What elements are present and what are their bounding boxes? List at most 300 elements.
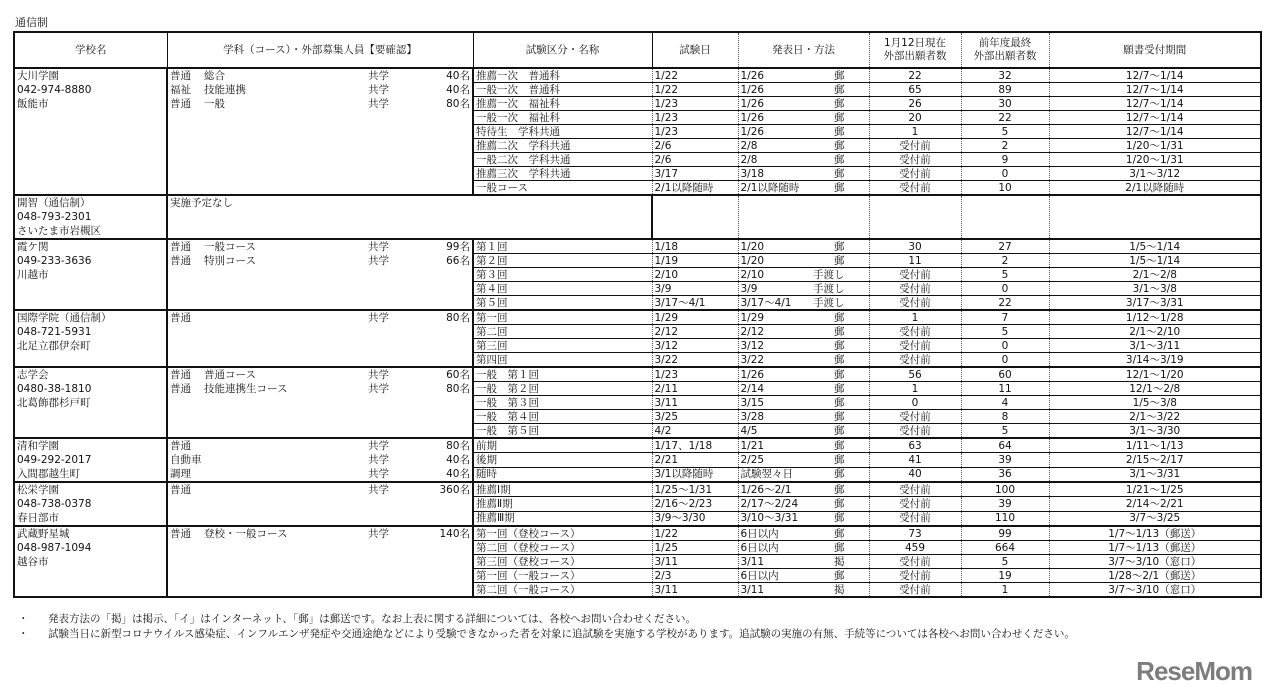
current-applicants: 1 (869, 125, 961, 139)
application-period: 3/14～3/19 (1049, 353, 1261, 368)
current-applicants: 受付前 (869, 410, 961, 424)
course-name (204, 467, 368, 481)
school-phone: 049-233-3636 (17, 255, 92, 267)
course-type: 調理 (170, 468, 191, 480)
application-period: 12/7～1/14 (1049, 125, 1261, 139)
announce (741, 397, 867, 409)
course-capacity: 80名 (446, 98, 470, 110)
announce-date: 3/12 (740, 339, 765, 352)
prev-applicants: 5 (961, 325, 1049, 339)
announce (741, 411, 867, 423)
announce-cell (738, 511, 869, 526)
announce-date: 3/11 (740, 583, 765, 596)
application-period: 1/21～1/25 (1049, 482, 1261, 497)
course-capacity: 60名 (446, 369, 470, 381)
course-name: 技能連携生コース (204, 383, 288, 395)
announce-cell (738, 254, 869, 268)
prev-applicants: 5 (961, 424, 1049, 439)
exam-date: 3/12 (652, 339, 738, 353)
current-applicants: 22 (869, 68, 961, 83)
course-gender: 共学 (368, 454, 389, 466)
announce-date: 1/29 (740, 311, 765, 324)
announce (741, 98, 867, 110)
exam-date: 1/19 (652, 254, 738, 268)
exam-name: 一般 第１回 (473, 367, 652, 382)
application-period: 12/7～1/14 (1049, 111, 1261, 125)
announce (741, 354, 867, 366)
application-period: 2/15～2/17 (1049, 453, 1261, 467)
announce-cell (738, 569, 869, 583)
current-applicants: 受付前 (869, 583, 961, 598)
announce (741, 498, 867, 510)
exam-date: 3/9 (652, 282, 738, 296)
exam-date: 1/25～1/31 (652, 482, 738, 497)
announce (741, 512, 867, 524)
header-application-period: 願書受付期間 (1049, 32, 1261, 68)
announce-cell (738, 282, 869, 296)
announce-method: 掲 (834, 583, 845, 596)
announce (741, 182, 867, 194)
exam-date: 2/1以降随時 (652, 181, 738, 196)
course-cell (167, 195, 652, 239)
current-applicants: 受付前 (869, 139, 961, 153)
announce-cell (738, 139, 869, 153)
exam-date: 3/25 (652, 410, 738, 424)
exam-date: 1/18 (652, 239, 738, 254)
announce (741, 168, 867, 180)
header-exam-name: 試験区分・名称 (473, 32, 652, 68)
school-name: 大川学園 (17, 70, 59, 82)
school-city: 飯能市 (17, 98, 49, 110)
current-applicants: 受付前 (869, 167, 961, 181)
announce-cell (738, 382, 869, 396)
prev-applicants: 9 (961, 153, 1049, 167)
exam-name: 推薦Ⅲ期 (473, 511, 652, 526)
course-gender: 共学 (368, 312, 389, 324)
exam-date: 3/1以降随時 (652, 467, 738, 482)
school-city: さいたま市岩槻区 (17, 225, 101, 237)
announce-date: 1/26 (740, 69, 765, 82)
course-cell (167, 239, 473, 310)
exam-name: 第２回 (473, 254, 652, 268)
course-gender: 共学 (368, 255, 389, 267)
announce-cell (738, 181, 869, 196)
course-capacity: 99名 (446, 241, 470, 253)
prev-applicants: 64 (961, 438, 1049, 453)
announce-method: 手渡し (813, 296, 845, 309)
exam-row (14, 195, 1261, 239)
application-period: 12/7～1/14 (1049, 97, 1261, 111)
announce-cell (738, 153, 869, 167)
school-block (14, 526, 1261, 597)
prev-applicants: 5 (961, 268, 1049, 282)
prev-applicants: 39 (961, 497, 1049, 511)
announce-date: 3/15 (740, 396, 765, 409)
announce-cell (738, 111, 869, 125)
announce-method: 郵 (834, 69, 845, 82)
course-capacity: 40名 (446, 454, 470, 466)
notes (18, 612, 1260, 642)
course-capacity: 80名 (446, 312, 470, 324)
school-cell (14, 195, 167, 239)
application-period: 3/1～3/12 (1049, 167, 1261, 181)
school-cell (14, 438, 167, 482)
exam-date: 2/10 (652, 268, 738, 282)
announce (741, 297, 867, 309)
exam-date: 2/16～2/23 (652, 497, 738, 511)
course-name (204, 453, 368, 467)
prev-applicants: 7 (961, 310, 1049, 325)
no-exam-note: 実施予定なし (170, 197, 233, 209)
exam-date: 3/17 (652, 167, 738, 181)
exam-name: 特待生 学科共通 (473, 125, 652, 139)
prev-applicants: 0 (961, 282, 1049, 296)
exam-name: 一般 第３回 (473, 396, 652, 410)
exam-name: 第二回（登校コース） (473, 541, 652, 555)
exam-date: 1/25 (652, 541, 738, 555)
prev-applicants: 22 (961, 111, 1049, 125)
exam-name: 推薦二次 学科共通 (473, 139, 652, 153)
exam-date: 3/17～4/1 (652, 296, 738, 311)
note-text: 発表方法の「掲」は掲示、「イ」はインターネット、「郵」は郵送です。なお上表に関する詳細については、各校へお問い合わせください。 (48, 613, 697, 625)
current-applicants: 受付前 (869, 325, 961, 339)
school-name: 霞ケ関 (17, 241, 49, 253)
application-period: 3/1～3/31 (1049, 467, 1261, 482)
school-name: 武蔵野星城 (17, 528, 70, 540)
course-type: 普通 (170, 383, 191, 395)
announce-cell (738, 424, 869, 439)
exam-name: 後期 (473, 453, 652, 467)
announce (741, 542, 867, 554)
school-name: 志学会 (17, 369, 49, 381)
exam-date: 1/23 (652, 111, 738, 125)
announce (741, 326, 867, 338)
announce (741, 140, 867, 152)
application-period: 2/1～2/10 (1049, 325, 1261, 339)
header-announce: 発表日・方法 (738, 32, 869, 68)
announce-method: 郵 (834, 353, 845, 366)
announce-cell (738, 583, 869, 598)
announce-date: 1/26 (740, 83, 765, 96)
exam-name: 第１回 (473, 239, 652, 254)
exam-name: 第一回（登校コース） (473, 526, 652, 541)
prev-applicants: 110 (961, 511, 1049, 526)
exam-date: 2/6 (652, 139, 738, 153)
announce-cell (738, 467, 869, 482)
exam-date: 2/11 (652, 382, 738, 396)
exam-name: 第５回 (473, 296, 652, 311)
exam-name: 第三回（登校コース） (473, 555, 652, 569)
announce-date: 試験翌々日 (740, 468, 793, 481)
announce (741, 126, 867, 138)
course-line (170, 483, 470, 497)
announce-method: 郵 (834, 497, 845, 510)
school-phone: 048-987-1094 (17, 542, 92, 554)
announce (741, 528, 867, 540)
header-school: 学校名 (14, 32, 167, 68)
exam-name: 一般 第２回 (473, 382, 652, 396)
announce-date: 2/8 (740, 139, 758, 152)
course-capacity: 40名 (446, 468, 470, 480)
exam-date: 2/3 (652, 569, 738, 583)
announce-cell (738, 296, 869, 311)
announce-cell (738, 325, 869, 339)
exam-name: 推薦三次 学科共通 (473, 167, 652, 181)
current-applicants: 受付前 (869, 296, 961, 311)
exam-date: 1/23 (652, 97, 738, 111)
current-applicants: 1 (869, 310, 961, 325)
school-name: 松栄学園 (17, 484, 59, 496)
course-capacity: 80名 (446, 383, 470, 395)
school-city: 川越市 (17, 269, 49, 281)
current-applicants: 受付前 (869, 282, 961, 296)
announce-cell (738, 68, 869, 83)
exam-name: 第一回（一般コース） (473, 569, 652, 583)
announce-method: 郵 (834, 541, 845, 554)
application-period: 1/7～1/13（郵送） (1049, 541, 1261, 555)
empty-cell (961, 195, 1049, 239)
current-applicants: 73 (869, 526, 961, 541)
announce-date: 2/17～2/24 (740, 497, 799, 510)
exam-date: 1/22 (652, 68, 738, 83)
announce-date: 1/20 (740, 240, 765, 253)
application-period: 12/7～1/14 (1049, 83, 1261, 97)
prev-applicants: 0 (961, 167, 1049, 181)
school-block (14, 310, 1261, 367)
announce-cell (738, 482, 869, 497)
announce (741, 570, 867, 582)
exam-row (14, 367, 1261, 382)
announce (741, 269, 867, 281)
current-applicants: 受付前 (869, 569, 961, 583)
current-applicants: 20 (869, 111, 961, 125)
school-phone: 048-738-0378 (17, 498, 92, 510)
course-name: 一般コース (204, 241, 256, 253)
announce-cell (738, 541, 869, 555)
exam-row (14, 310, 1261, 325)
course-name: 一般 (204, 98, 225, 110)
current-applicants: 30 (869, 239, 961, 254)
announce (741, 283, 867, 295)
school-block (14, 367, 1261, 438)
exam-date: 1/22 (652, 83, 738, 97)
announce-date: 2/1以降随時 (740, 181, 800, 194)
announce-method: 郵 (834, 83, 845, 96)
prev-applicants: 27 (961, 239, 1049, 254)
application-period: 3/1～3/8 (1049, 282, 1261, 296)
application-period: 3/1～3/30 (1049, 424, 1261, 439)
course-gender: 共学 (368, 70, 389, 82)
announce-date: 2/25 (740, 453, 765, 466)
prev-applicants: 99 (961, 526, 1049, 541)
prev-applicants: 60 (961, 367, 1049, 382)
prev-applicants: 4 (961, 396, 1049, 410)
school-name: 開智（通信制） (17, 197, 91, 209)
prev-applicants: 32 (961, 68, 1049, 83)
announce-cell (738, 555, 869, 569)
course-name: 登校・一般コース (204, 528, 288, 540)
course-cell (167, 68, 473, 195)
announce-date: 1/26～2/1 (740, 483, 792, 496)
school-phone: 0480-38-1810 (17, 383, 92, 395)
exam-date: 1/23 (652, 125, 738, 139)
empty-cell (652, 195, 738, 239)
announce-date: 3/18 (740, 167, 765, 180)
prev-applicants: 8 (961, 410, 1049, 424)
announce (741, 584, 867, 596)
school-phone: 042-974-8880 (17, 84, 92, 96)
course-line (170, 69, 470, 83)
course-type: 福祉 (170, 84, 191, 96)
application-period: 12/7～1/14 (1049, 68, 1261, 83)
application-period: 1/5～1/14 (1049, 239, 1261, 254)
exam-date: 2/21 (652, 453, 738, 467)
announce-method: 手渡し (813, 282, 845, 295)
announce-date: 1/26 (740, 111, 765, 124)
prev-applicants: 1 (961, 583, 1049, 598)
prev-applicants: 89 (961, 83, 1049, 97)
application-period: 3/7～3/10（窓口） (1049, 583, 1261, 598)
course-gender: 共学 (368, 84, 389, 96)
announce-date: 6日以内 (740, 527, 779, 540)
exam-name: 一般二次 学科共通 (473, 153, 652, 167)
application-period: 1/20～1/31 (1049, 139, 1261, 153)
announce (741, 454, 867, 466)
school-cell (14, 367, 167, 438)
announce-cell (738, 453, 869, 467)
announce-method: 郵 (834, 311, 845, 324)
announce-cell (738, 410, 869, 424)
application-period: 12/1～1/20 (1049, 367, 1261, 382)
exam-name: 推薦一次 普通科 (473, 68, 652, 83)
section-caption: 通信制 (15, 16, 48, 29)
announce (741, 154, 867, 166)
course-line (170, 453, 470, 467)
exam-name: 第４回 (473, 282, 652, 296)
header-exam-date: 試験日 (652, 32, 738, 68)
prev-applicants: 11 (961, 382, 1049, 396)
announce-method: 郵 (834, 468, 845, 481)
current-applicants: 受付前 (869, 153, 961, 167)
announce (741, 241, 867, 253)
school-phone: 048-793-2301 (17, 211, 92, 223)
application-period: 3/7～3/10（窓口） (1049, 555, 1261, 569)
note-item (18, 612, 1260, 627)
exam-name: 前期 (473, 438, 652, 453)
current-applicants: 1 (869, 382, 961, 396)
course-type: 自動車 (170, 454, 202, 466)
course-gender: 共学 (368, 440, 389, 452)
announce-method: 郵 (834, 167, 845, 180)
current-applicants: 受付前 (869, 497, 961, 511)
announce-date: 4/5 (740, 424, 758, 437)
announce-date: 1/26 (740, 125, 765, 138)
course-line (170, 240, 470, 254)
announce-method: 郵 (834, 483, 845, 496)
announce (741, 340, 867, 352)
exam-name: 一般 第４回 (473, 410, 652, 424)
course-capacity: 80名 (446, 440, 470, 452)
prev-applicants: 36 (961, 467, 1049, 482)
announce (741, 84, 867, 96)
announce-method: 郵 (834, 97, 845, 110)
school-cell (14, 68, 167, 195)
current-applicants: 0 (869, 396, 961, 410)
school-city: 越谷市 (17, 556, 49, 568)
prev-applicants: 22 (961, 296, 1049, 311)
course-name: 普通コース (204, 369, 256, 381)
announce-cell (738, 526, 869, 541)
application-period: 3/1～3/11 (1049, 339, 1261, 353)
exam-schedule-table (13, 31, 1262, 598)
announce-date: 3/22 (740, 353, 765, 366)
announce-date: 3/28 (740, 410, 765, 423)
current-applicants: 受付前 (869, 482, 961, 497)
school-cell (14, 310, 167, 367)
exam-name: 第二回（一般コース） (473, 583, 652, 598)
exam-row (14, 438, 1261, 453)
course-cell (167, 367, 473, 438)
announce-cell (738, 268, 869, 282)
exam-date: 3/22 (652, 353, 738, 368)
exam-date: 2/12 (652, 325, 738, 339)
announce-cell (738, 125, 869, 139)
course-type: 普通 (170, 98, 191, 110)
course-type: 普通 (170, 369, 191, 381)
current-applicants: 受付前 (869, 511, 961, 526)
current-applicants: 26 (869, 97, 961, 111)
school-phone: 049-292-2017 (17, 454, 92, 466)
note-bullet: ・ (18, 613, 29, 625)
announce (741, 484, 867, 496)
application-period: 3/7～3/25 (1049, 511, 1261, 526)
exam-name: 一般 第５回 (473, 424, 652, 439)
exam-row (14, 68, 1261, 83)
empty-cell (869, 195, 961, 239)
application-period: 1/12～1/28 (1049, 310, 1261, 325)
announce-method: 郵 (834, 512, 845, 525)
prev-applicants: 19 (961, 569, 1049, 583)
course-gender: 共学 (368, 468, 389, 480)
application-period: 3/17～3/31 (1049, 296, 1261, 311)
current-applicants: 40 (869, 467, 961, 482)
announce-date: 2/14 (740, 382, 765, 395)
announce-date: 2/8 (740, 153, 758, 166)
announce-method: 郵 (834, 339, 845, 352)
prev-applicants: 30 (961, 97, 1049, 111)
application-period: 2/1～2/8 (1049, 268, 1261, 282)
announce-cell (738, 497, 869, 511)
exam-date: 3/11 (652, 396, 738, 410)
exam-date: 2/6 (652, 153, 738, 167)
exam-name: 第二回 (473, 325, 652, 339)
exam-name: 第三回 (473, 339, 652, 353)
exam-name: 第四回 (473, 353, 652, 368)
exam-date: 1/23 (652, 367, 738, 382)
school-cell (14, 526, 167, 597)
application-period: 1/11～1/13 (1049, 438, 1261, 453)
header-row (14, 32, 1261, 68)
course-gender: 共学 (368, 383, 389, 395)
announce-method: 郵 (834, 569, 845, 582)
announce (741, 70, 867, 82)
announce-method: 郵 (834, 527, 845, 540)
announce-date: 3/9 (740, 282, 758, 295)
exam-name: 一般一次 福祉科 (473, 111, 652, 125)
course-type: 普通 (170, 70, 191, 82)
resemom-logo: ReseMom (1136, 656, 1252, 686)
course-name: 特別コース (204, 255, 256, 267)
